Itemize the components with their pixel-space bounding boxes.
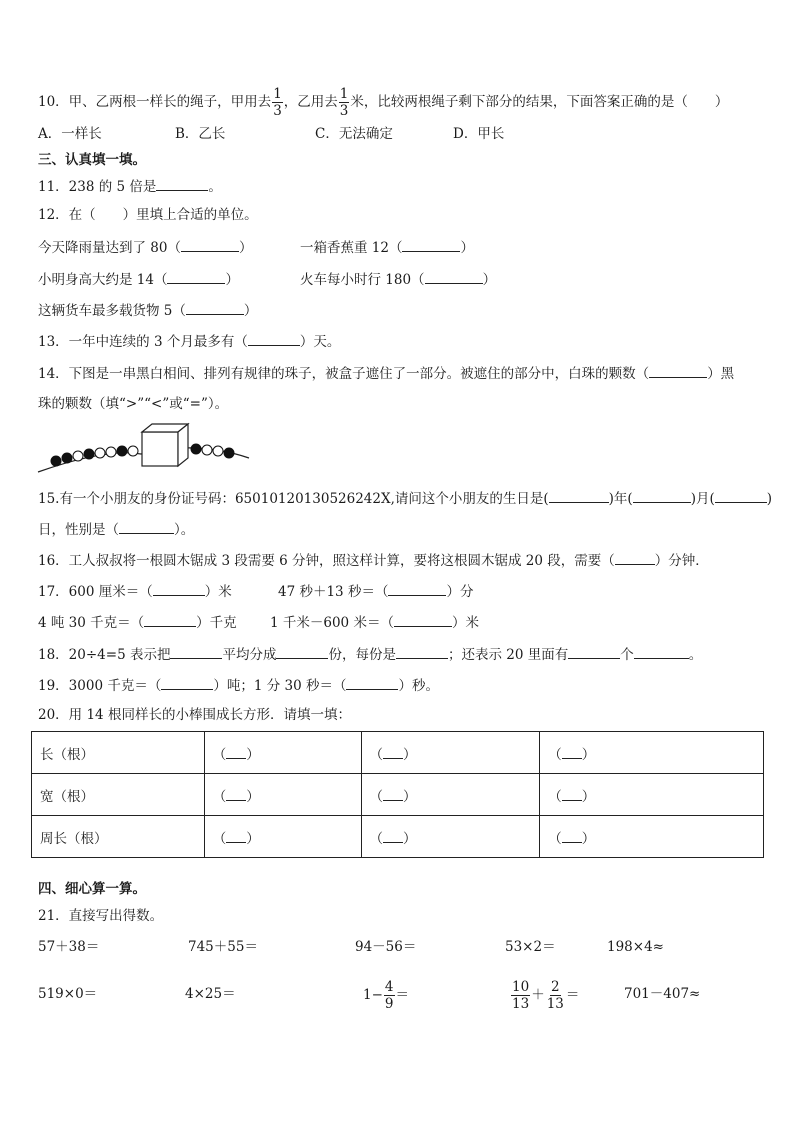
q10-option-c: C．无法确定 (315, 126, 393, 142)
q17-blank-2[interactable] (388, 581, 446, 596)
table-cell[interactable]: （ ） (204, 816, 361, 858)
q17-blank-1[interactable] (153, 581, 205, 596)
bead-black (191, 444, 201, 454)
q12-blank-5[interactable] (186, 300, 244, 315)
q19-blank-2[interactable] (346, 675, 398, 690)
section-4-heading: 四、细心算一算。 (38, 881, 146, 897)
q10-text-3: 米，比较两根绳子剩下部分的结果，下面答案正确的是（ ） (350, 94, 729, 110)
q17-row-1-right: 47 秒＋13 秒＝（ ）分 (278, 581, 473, 602)
question-21-title: 21．直接写出得数。 (38, 908, 164, 924)
question-11: 11．238 的 5 倍是 。 (38, 176, 222, 197)
q12-blank-2[interactable] (402, 237, 460, 252)
q12-item-2: 一箱香蕉重 12（ ） (300, 237, 474, 258)
q18-blank-4[interactable] (568, 644, 620, 659)
q12-blank-4[interactable] (425, 269, 483, 284)
table-cell[interactable]: （ ） (361, 774, 540, 816)
bead-white (73, 451, 83, 461)
calc-item: 745＋55＝ (188, 939, 258, 955)
q10-option-a: A．一样长 (38, 126, 102, 142)
bead-white (106, 447, 116, 457)
bead-white (128, 446, 138, 456)
q13-blank[interactable] (248, 331, 300, 346)
question-18: 18．20÷4=5 表示把 平均分成 份，每份是 ；还表示 20 里面有 个 。 (38, 644, 702, 665)
q15-blank-day[interactable] (715, 488, 767, 503)
bead-white (213, 446, 223, 456)
box-cube (142, 424, 188, 466)
q12-blank-1[interactable] (181, 237, 239, 252)
calc-item: 701－407≈ (624, 986, 701, 1002)
table-row (32, 816, 764, 858)
q17-blank-3[interactable] (144, 612, 196, 627)
question-13: 13．一年中连续的 3 个月最多有（ ）天。 (38, 331, 340, 352)
table-cell[interactable]: （ ） (540, 774, 764, 816)
question-10 (38, 86, 728, 119)
row-label-perimeter: 周长（根） (32, 816, 205, 858)
q15-blank-year[interactable] (549, 488, 609, 503)
q17-row-2-right: 1 千米－600 米＝（ ）米 (270, 612, 479, 633)
question-14-line-2: 珠的颗数（填“>”“<”或“=”）。 (38, 396, 229, 412)
q18-blank-5[interactable] (634, 644, 689, 659)
q18-blank-2[interactable] (276, 644, 328, 659)
row-label-width: 宽（根） (32, 774, 205, 816)
calc-item: 198×4≈ (607, 939, 664, 955)
q10-text-2: ，乙用去 (283, 94, 338, 110)
beads-figure (36, 420, 252, 478)
bead-black (117, 446, 127, 456)
bead-white (202, 445, 212, 455)
q10-option-b: B．乙长 (175, 126, 226, 142)
table-cell[interactable]: （ ） (361, 732, 540, 774)
q19-blank-1[interactable] (161, 675, 213, 690)
bead-black (62, 453, 72, 463)
q16-blank[interactable] (615, 550, 655, 565)
q10-fraction-2: $\frac{1}{3}$ (339, 86, 349, 119)
bead-white (95, 448, 105, 458)
q12-item-5: 这辆货车最多载货物 5（ ） (38, 300, 257, 321)
bead-black (84, 449, 94, 459)
table-cell[interactable]: （ ） (204, 732, 361, 774)
q11-blank[interactable] (156, 176, 208, 191)
q14-blank[interactable] (649, 363, 707, 378)
table-cell[interactable]: （ ） (204, 774, 361, 816)
q12-item-3: 小明身高大约是 14（ ） (38, 269, 239, 290)
calc-item-fraction-sum: $\frac{10}{13}$ ＋ $\frac{2}{13}$ ＝ (512, 979, 580, 1012)
calc-item: 57＋38＝ (38, 939, 100, 955)
q12-item-4: 火车每小时行 180（ ） (300, 269, 496, 290)
q17-row-2-left: 4 吨 30 千克＝（ ）千克 (38, 612, 237, 633)
question-19: 19．3000 千克＝（ ）吨；1 分 30 秒＝（ ）秒。 (38, 675, 439, 696)
calc-item: 94－56＝ (355, 939, 417, 955)
calc-item: 53×2＝ (505, 939, 556, 955)
table-row (32, 732, 764, 774)
section-3-heading: 三、认真填一填。 (38, 152, 146, 168)
q18-blank-3[interactable] (396, 644, 448, 659)
q15-blank-gender[interactable] (119, 519, 174, 534)
bead-black (224, 448, 234, 458)
row-label-length: 长（根） (32, 732, 205, 774)
q10-text-1: 10．甲、乙两根一样长的绳子，甲用去 (38, 94, 272, 110)
table-cell[interactable]: （ ） (361, 816, 540, 858)
q12-blank-3[interactable] (167, 269, 225, 284)
question-20-title: 20．用 14 根同样长的小棒围成长方形．请填一填： (38, 707, 351, 723)
question-14-line-1: 14．下图是一串黑白相间、排列有规律的珠子，被盒子遮住了一部分。被遮住的部分中，白珠的颗数（ ）黑 (38, 363, 734, 384)
q10-fraction-1: $\frac{1}{3}$ (273, 86, 282, 119)
table-cell[interactable]: （ ） (540, 732, 764, 774)
q17-blank-4[interactable] (394, 612, 452, 627)
q10-option-d: D．甲长 (453, 126, 505, 142)
question-16: 16．工人叔叔将一根圆木锯成 3 段需要 6 分钟，照这样计算，要将这根圆木锯成 20 段，需要（ ）分钟． (38, 550, 709, 571)
q20-table (31, 731, 764, 858)
q12-item-1: 今天降雨量达到了 80（ ） (38, 237, 252, 258)
q17-row-1-left: 17．600 厘米＝（ ）米 (38, 581, 232, 602)
table-row (32, 774, 764, 816)
question-12-title: 12．在（ ）里填上合适的单位。 (38, 207, 258, 223)
calc-item-fraction: 1− $\frac{4}{9}$ ＝ (363, 979, 409, 1012)
calc-item: 519×0＝ (38, 986, 98, 1002)
calc-item: 4×25＝ (185, 986, 236, 1002)
question-15-line-1: 15.有一个小朋友的身份证号码：65010120130526242X,请问这个小朋友的生日是( )年( )月( ) (38, 488, 772, 509)
question-15-line-2: 日，性别是（ ）。 (38, 519, 194, 540)
bead-black (51, 456, 61, 466)
q18-blank-1[interactable] (170, 644, 222, 659)
q15-blank-month[interactable] (633, 488, 691, 503)
table-cell[interactable]: （ ） (540, 816, 764, 858)
